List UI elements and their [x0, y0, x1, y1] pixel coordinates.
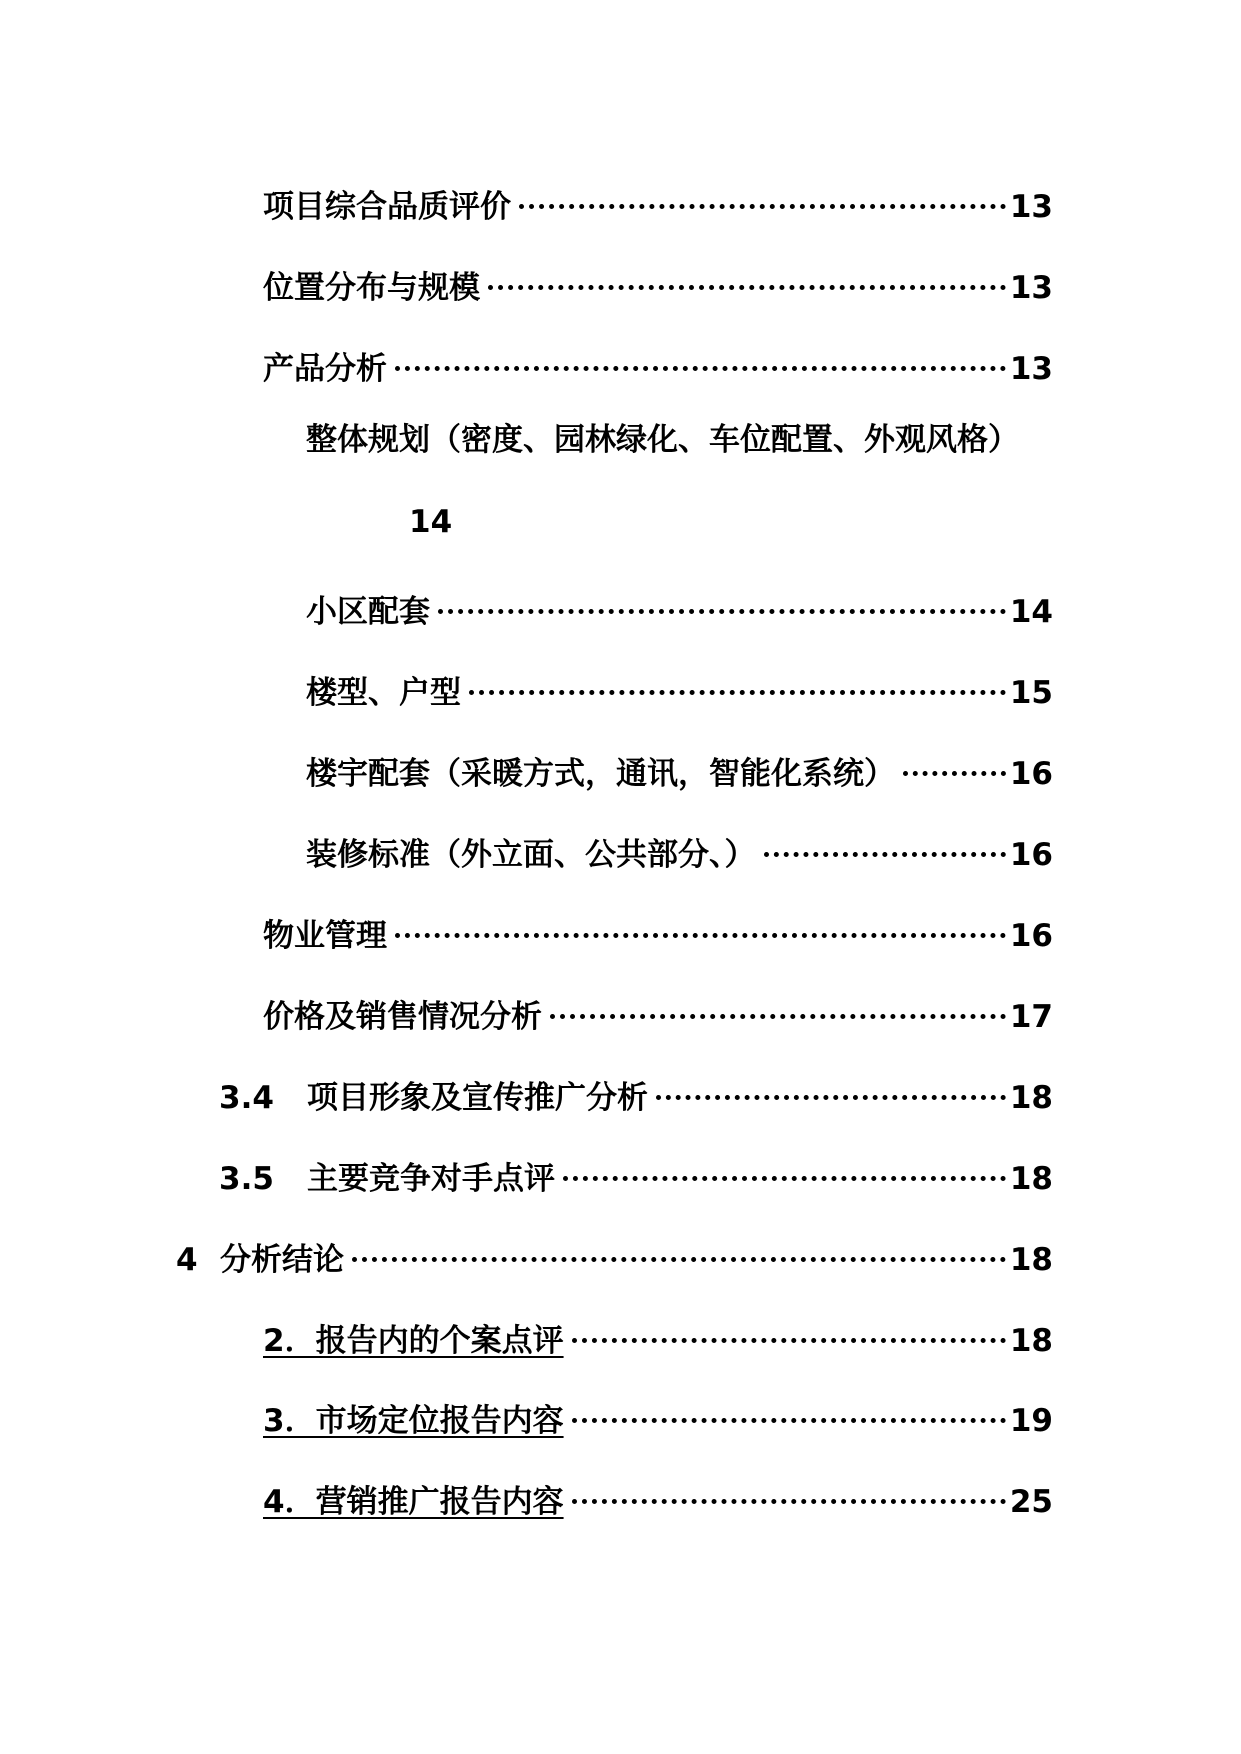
- toc-entry[interactable]: [306, 744, 1053, 792]
- toc-leader-dots: [572, 1391, 1006, 1431]
- toc-page-number: 16: [1009, 756, 1053, 792]
- toc-entry-title: 整体规划（密度、园林绿化、车位配置、外观风格）: [306, 422, 1019, 458]
- toc-entry-title: 楼宇配套（采暖方式，通讯，智能化系统）: [306, 756, 895, 792]
- toc-entry-title: 主要竞争对手点评: [307, 1161, 555, 1197]
- toc-entry-title: 分析结论: [220, 1242, 344, 1278]
- toc-leader-dots: [438, 582, 1006, 622]
- toc-entry[interactable]: [219, 1068, 1053, 1116]
- toc-page-number: 13: [1009, 351, 1053, 387]
- toc-entry[interactable]: [263, 258, 1053, 306]
- toc-entry-link[interactable]: 3．市场定位报告内容: [263, 1403, 564, 1439]
- toc-entry-title: 装修标准（外立面、公共部分、）: [306, 837, 756, 873]
- toc-entry-link[interactable]: 4．营销推广报告内容: [263, 1484, 564, 1520]
- toc-section-number: 3.4: [219, 1080, 274, 1116]
- toc-entry-title: 项目综合品质评价: [263, 189, 511, 225]
- toc-page-number: 13: [1009, 270, 1053, 306]
- toc-entry-title: 产品分析: [263, 351, 387, 387]
- toc-entry-title: 价格及销售情况分析: [263, 999, 542, 1035]
- toc-entry-title: 楼型、户型: [306, 675, 461, 711]
- toc-entry-link[interactable]: 2．报告内的个案点评: [263, 1323, 564, 1359]
- toc-leader-dots: [764, 825, 1006, 865]
- toc-entry[interactable]: [263, 1311, 1053, 1359]
- toc-entry[interactable]: [263, 1472, 1053, 1520]
- toc-entry-title: 项目形象及宣传推广分析: [307, 1080, 648, 1116]
- toc-page-number: 25: [1009, 1484, 1053, 1520]
- toc-leader-dots: [563, 1149, 1006, 1189]
- toc-leader-dots: [469, 663, 1006, 703]
- toc-leader-dots: [656, 1068, 1006, 1108]
- toc-entry[interactable]: [263, 177, 1053, 225]
- toc-entry-title: 位置分布与规模: [263, 270, 480, 306]
- toc-leader-dots: [488, 258, 1006, 298]
- toc-leader-dots: [352, 1230, 1006, 1270]
- toc-page-number: 18: [1009, 1242, 1053, 1278]
- toc-entry[interactable]: [306, 825, 1053, 873]
- toc-leader-dots: [572, 1311, 1006, 1351]
- toc-entry[interactable]: [306, 663, 1053, 711]
- toc-entry[interactable]: [306, 582, 1053, 630]
- toc-entry[interactable]: [263, 339, 1053, 387]
- toc-entry[interactable]: [176, 1230, 1053, 1278]
- toc-page-number: 18: [1009, 1080, 1053, 1116]
- toc-leader-dots: [395, 339, 1006, 379]
- toc-leader-dots: [395, 906, 1006, 946]
- toc-leader-dots: [550, 987, 1006, 1027]
- toc-leader-dots: [519, 177, 1006, 217]
- toc-page-number: 13: [1009, 189, 1053, 225]
- toc-page-number: 19: [1009, 1403, 1053, 1439]
- toc-entry[interactable]: [219, 1149, 1053, 1197]
- toc-section-number: 4: [176, 1242, 198, 1278]
- toc-entry-title: 小区配套: [306, 594, 430, 630]
- toc-page-number: 15: [1009, 675, 1053, 711]
- toc-page-number: 18: [1009, 1323, 1053, 1359]
- toc-entry[interactable]: [306, 420, 1019, 460]
- toc-entry-title: 物业管理: [263, 918, 387, 954]
- toc-section-number: 3.5: [219, 1161, 274, 1197]
- toc-leader-dots: [572, 1472, 1006, 1512]
- toc-page-number: 14: [1009, 594, 1053, 630]
- toc-leader-dots: [903, 744, 1006, 784]
- toc-page-number: 16: [1009, 837, 1053, 873]
- toc-entry[interactable]: [263, 1391, 1053, 1439]
- toc-entry[interactable]: [263, 906, 1053, 954]
- toc-entry[interactable]: [263, 987, 1053, 1035]
- toc-page-number: 16: [1009, 918, 1053, 954]
- toc-page-number: 14: [409, 504, 453, 540]
- toc-page-number: 17: [1009, 999, 1053, 1035]
- toc-page-number: 18: [1009, 1161, 1053, 1197]
